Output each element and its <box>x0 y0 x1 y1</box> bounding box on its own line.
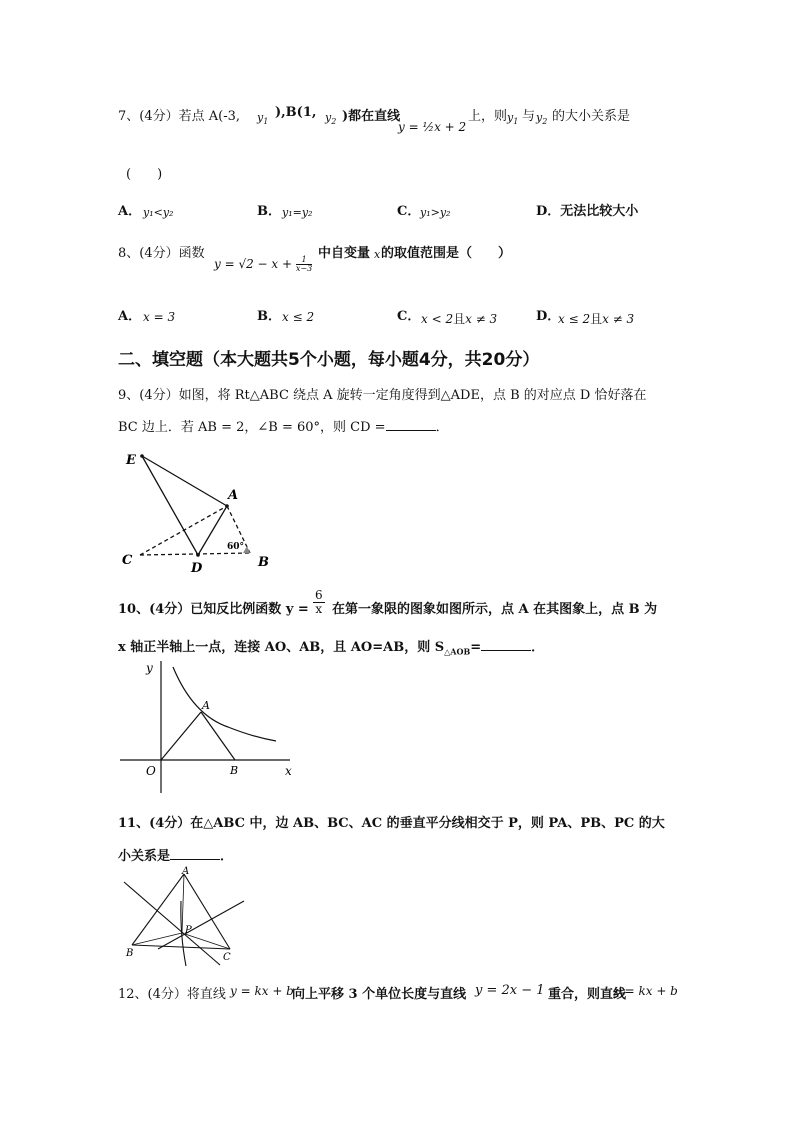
q8-option-b: x ≤ 2 <box>282 310 315 324</box>
q9-label-d: D <box>191 561 203 575</box>
q11-line2: 小关系是 ． <box>118 849 234 864</box>
q8-option-c-label: C． <box>397 309 421 324</box>
q11-segment-pa <box>182 874 184 933</box>
q10-label-b: B <box>230 764 239 777</box>
q7-option-a-label: A． <box>118 204 142 219</box>
q8-function: y = √2 − x + $\frac{1}{x-3}$ <box>214 255 313 273</box>
q9-segment-ea <box>142 456 227 506</box>
q12-eq3: y = kx + b <box>614 984 678 998</box>
q8-option-a: x = 3 <box>143 310 176 324</box>
q9-line1: 9、(4分）如图，将 Rt△ABC 绕点 A 旋转一定角度得到△ADE，点 B 的对应点 D 恰好落在 <box>118 388 647 403</box>
q11-bisector-ab <box>124 882 220 965</box>
q9-segment-ad <box>198 506 227 555</box>
q12-prefix: 12、(4分）将直线 <box>118 987 226 1002</box>
q9-angle-label: 60° <box>227 542 245 552</box>
q8-suffix: 中自变量 <box>318 246 371 261</box>
q11-figure <box>118 865 248 970</box>
q9-segment-ca <box>140 506 227 555</box>
q8-var: x <box>374 248 381 261</box>
q9-label-a: A <box>228 488 239 503</box>
q10-line1b: 在第一象限的图象如图所示，点 A 在其图象上，点 B 为 <box>332 602 658 617</box>
q8-tail: 的取值范围是（ ） <box>381 246 512 261</box>
q7-option-c: y₁>y₂ <box>420 206 451 219</box>
q8-option-a-label: A． <box>118 309 142 324</box>
q7-line-equation: y = ½x + 2 <box>398 120 467 134</box>
q12-eq1: y = kx + b <box>230 984 294 998</box>
q7-y2: $y_2$ <box>325 111 337 127</box>
q11-label-c: C <box>223 952 231 963</box>
q11-side-bc <box>132 945 230 949</box>
q10-segment-oa <box>161 712 201 760</box>
q8-option-d: x ≤ 2且x ≠ 3 <box>558 312 635 326</box>
q10-label-o: O <box>146 764 156 778</box>
q7-option-b-label: B． <box>257 204 281 219</box>
q9-segment-cb <box>140 553 250 555</box>
q12-eq2: y = 2x − 1 <box>475 983 545 998</box>
q7-mid: ),B(1, <box>275 105 317 120</box>
q9-segment-ed <box>142 456 198 555</box>
q7-option-c-label: C． <box>397 204 421 219</box>
q8-option-b-label: B． <box>257 309 281 324</box>
q9-answer-blank <box>386 418 436 431</box>
q10-figure <box>118 655 298 795</box>
q8-option-d-label: D． <box>536 309 561 324</box>
q11-label-p: P <box>185 925 192 936</box>
q7-tail-y1: $y_1$ <box>507 111 519 127</box>
q7-tail3: 的大小关系是 <box>552 109 631 124</box>
q10-label-a: A <box>202 699 210 712</box>
q9-figure <box>118 445 288 575</box>
q11-answer-blank <box>170 847 220 860</box>
section-title: 二、填空题（本大题共5个小题，每小题4分，共20分） <box>118 350 540 370</box>
q8-fraction: $\frac{1}{x-3}$ <box>295 255 313 273</box>
q11-label-b: B <box>126 948 134 959</box>
q9-label-b: B <box>258 555 269 570</box>
q7-tail-y2: $y_2$ <box>536 111 548 127</box>
q7-suffix: )都在直线 <box>342 109 401 124</box>
q9-label-c: C <box>122 553 133 568</box>
q7-tail: 上，则 <box>468 109 508 124</box>
q7-y1: $y_1$ <box>257 111 269 127</box>
q12-suffix: 重合，则直线 <box>548 987 627 1002</box>
q10-label-y: y <box>146 661 153 675</box>
q9-line2: BC 边上．若 AB = 2，∠B = 60°，则 CD = ． <box>118 420 449 435</box>
q11-line1: 11、(4分）在△ABC 中，边 AB、BC、AC 的垂直平分线相交于 P，则 PA、PB、PC 的大 <box>118 816 665 831</box>
q10-line1a: 10、(4分）已知反比例函数 y = <box>118 602 309 617</box>
q7-answer-paren: ( ) <box>126 167 163 182</box>
q7-prefix: 7、(4分）若点 A(-3, <box>118 109 241 124</box>
q7-option-a: y₁<y₂ <box>143 206 174 219</box>
q11-side-ac <box>184 874 230 949</box>
q8-option-c: x < 2且x ≠ 3 <box>421 312 498 326</box>
q9-label-e: E <box>126 453 136 468</box>
q7-option-d: D．无法比较大小 <box>536 204 639 219</box>
q7-tail2: 与 <box>522 109 536 124</box>
q8-prefix: 8、(4分）函数 <box>118 246 205 261</box>
q11-label-a: A <box>182 866 190 877</box>
q11-bisector-ac <box>158 901 244 949</box>
q10-fraction: 6 x <box>315 588 323 616</box>
q10-segment-ab <box>201 712 235 760</box>
q10-line2: x 轴正半轴上一点，连接 AO、AB，且 AO=AB，则 $S_{\triangle AOB}=$ ． <box>118 640 545 657</box>
q10-hyperbola <box>173 667 276 741</box>
q7-stem <box>118 105 240 124</box>
q12-mid: 向上平移 3 个单位长度与直线 <box>292 987 467 1002</box>
q10-label-x: x <box>285 764 292 778</box>
q7-option-b: y₁=y₂ <box>282 206 313 219</box>
q9-angle-marker <box>243 546 250 553</box>
q10-answer-blank <box>481 638 531 651</box>
